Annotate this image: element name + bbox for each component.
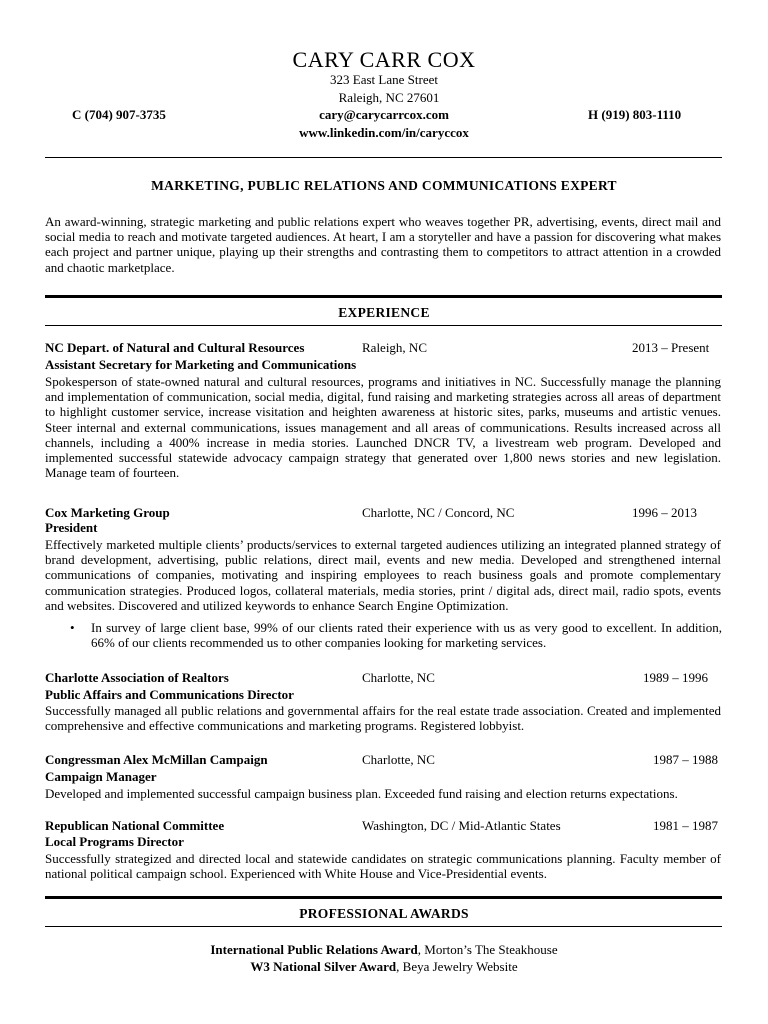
home-phone: H (919) 803-1110 bbox=[588, 107, 682, 122]
job-description: Effectively marketed multiple clients’ products/services to external targeted audiences utilizing an integrated planned strategy of brand development, advertising, public relations, direct mail, events and new media. Developed and strengthened internal communications of companies, motivating and inspiring employees to reach business goals and promote complementary communication strategies. Produced logos, collateral materials, media stories, print / digital ads, direct mail, radio spots, events and websites. Discovered and utilized keywords to enhance Search Engine Optimization. bbox=[45, 537, 721, 613]
job-role: Public Affairs and Communications Director bbox=[45, 687, 294, 702]
linkedin-link[interactable]: www.linkedin.com/in/caryccox bbox=[299, 125, 469, 140]
job-role: Campaign Manager bbox=[45, 769, 157, 784]
job-description: Spokesperson of state-owned natural and cultural resources, programs and initiatives in NC. Successfully manage the planning and implementation of communication, social media, digital, fund raising and marketing strategies across all areas of department to highlight customer service, increase visitation and heighten awareness at historic sites, parks, museums and artistic venues. Steer internal and external communications, issues management and all areas of communications. Results increased across all channels, including a 400% increase in media stories. Launched DNCR TV, a livestream web program. Developed and implemented successful statewide advocacy campaign strategy that generated over 1,800 news stories and new legislation. Manage team of fourteen. bbox=[45, 374, 721, 481]
summary-heading: MARKETING, PUBLIC RELATIONS AND COMMUNICATIONS EXPERT bbox=[151, 178, 617, 193]
job-location: Raleigh, NC bbox=[362, 340, 427, 355]
job-location: Charlotte, NC / Concord, NC bbox=[362, 505, 515, 520]
job-location: Charlotte, NC bbox=[362, 752, 435, 767]
city-state-zip: Raleigh, NC 27601 bbox=[338, 90, 440, 105]
job-location: Charlotte, NC bbox=[362, 670, 435, 685]
email-link[interactable]: cary@carycarrcox.com bbox=[319, 107, 449, 122]
summary-text: An award-winning, strategic marketing and public relations expert who weaves together PR, advertising, events, direct mail and social media to reach and motivate targeted audiences. At heart, I am a storyteller and have a passion for discovering what makes each project and partner unique, playing up their strengths and contrasting them to competitors to attract attention in a crowded and chaotic marketplace. bbox=[45, 214, 721, 275]
awards-heading: PROFESSIONAL AWARDS bbox=[299, 906, 469, 921]
job-role: President bbox=[45, 520, 98, 535]
cell-phone: C (704) 907-3735 bbox=[72, 107, 166, 122]
awards-rule-top bbox=[45, 896, 722, 899]
job-description: Successfully strategized and directed local and statewide candidates on strategic communications planning. Faculty member of national political campaign school. Experienced with White House and Vice-Presidential events. bbox=[45, 851, 721, 882]
experience-rule-bottom bbox=[45, 325, 722, 326]
job-bullet: In survey of large client base, 99% of our clients rated their experience with us as very good to excellent. In addition, 66% of our clients recommended us to other companies looking for marketing services. bbox=[91, 620, 722, 651]
award-detail: , Beya Jewelry Website bbox=[396, 959, 518, 974]
award-item bbox=[0, 942, 768, 958]
award-item bbox=[0, 959, 768, 975]
award-name: International Public Relations Award bbox=[210, 942, 418, 957]
job-org: Cox Marketing Group bbox=[45, 505, 170, 520]
job-dates: 2013 – Present bbox=[632, 340, 710, 355]
resume-name: CARY CARR COX bbox=[292, 47, 476, 72]
header-divider bbox=[45, 157, 722, 158]
job-org: Congressman Alex McMillan Campaign bbox=[45, 752, 268, 767]
awards-rule-bottom bbox=[45, 926, 722, 927]
job-description: Successfully managed all public relations and governmental affairs for the real estate trade association. Created and implemented comprehensive and effective communications and marketing programs. Registered lobbyist. bbox=[45, 703, 721, 734]
job-dates: 1996 – 2013 bbox=[632, 505, 697, 520]
experience-heading: EXPERIENCE bbox=[338, 305, 430, 320]
job-role: Assistant Secretary for Marketing and Communications bbox=[45, 357, 357, 372]
job-dates: 1987 – 1988 bbox=[653, 752, 718, 767]
job-dates: 1989 – 1996 bbox=[643, 670, 708, 685]
job-org: NC Depart. of Natural and Cultural Resources bbox=[45, 340, 305, 355]
award-name: W3 National Silver Award bbox=[250, 959, 397, 974]
job-dates: 1981 – 1987 bbox=[653, 818, 718, 833]
award-detail: , Morton’s The Steakhouse bbox=[417, 942, 558, 957]
job-role: Local Programs Director bbox=[45, 834, 184, 849]
job-org: Republican National Committee bbox=[45, 818, 225, 833]
bullet-icon: • bbox=[70, 620, 75, 635]
job-location: Washington, DC / Mid-Atlantic States bbox=[362, 818, 561, 833]
job-description: Developed and implemented successful campaign business plan. Exceeded fund raising and election returns expectations. bbox=[45, 786, 678, 801]
experience-rule-top bbox=[45, 295, 722, 298]
job-org: Charlotte Association of Realtors bbox=[45, 670, 229, 685]
street-address: 323 East Lane Street bbox=[330, 72, 438, 87]
